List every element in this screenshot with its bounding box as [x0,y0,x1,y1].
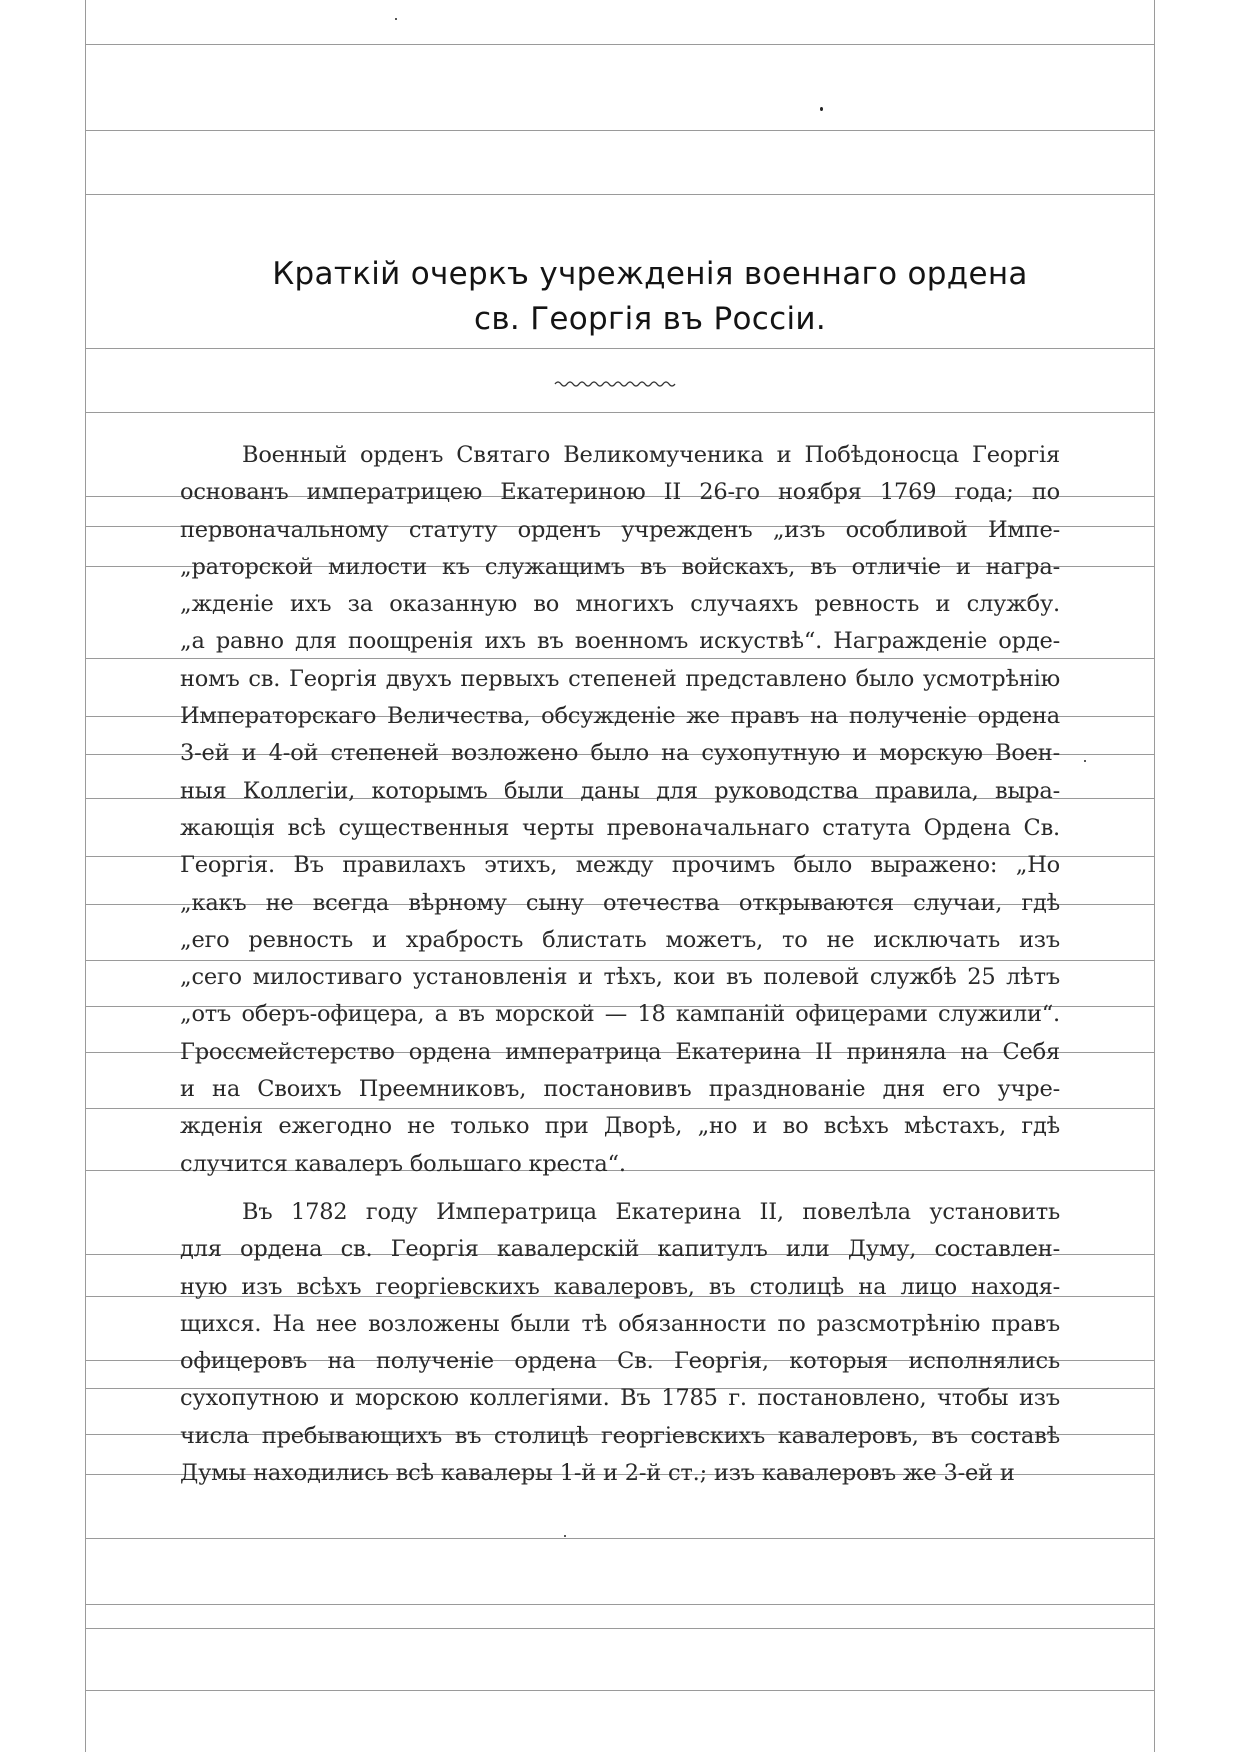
scan-speck [1084,760,1086,762]
ruled-line [85,130,1155,131]
ruled-line [85,1538,1155,1539]
text-line: и на Своихъ Преемниковъ, постановивъ празднованіе дня его учре- [180,1076,1060,1103]
scan-speck [395,18,397,20]
page-border-right [1154,0,1155,1752]
text-line: жающія всѣ существенныя черты превоначальнаго статута Ордена Св. [180,814,1060,841]
scan-speck [820,107,823,111]
text-line: жденія ежегодно не только при Дворѣ, „но и во всѣхъ мѣстахъ, гдѣ [180,1113,1060,1140]
text-line: щихся. На нее возложены были тѣ обязанности по разсмотрѣнію правъ [180,1310,1060,1337]
text-line: Георгія. Въ правилахъ этихъ, между прочимъ было выражено: „Но [180,852,1060,879]
text-line: Гроссмейстерство ордена императрица Екатерина II приняла на Себя [180,1038,1060,1065]
ruled-line [85,1628,1155,1629]
title-line: св. Георгія въ Россіи. [473,301,827,337]
text-line: ную изъ всѣхъ георгіевскихъ кавалеровъ, въ столицѣ на лицо находя- [180,1273,1060,1300]
text-line: основанъ императрицею Екатериною II 26-го ноября 1769 года; по [180,479,1060,506]
text-line: офицеровъ на полученіе ордена Св. Георгія, которыя исполнялись [180,1348,1060,1375]
paragraph-1 [180,437,1060,1183]
text-line: „отъ оберъ-офицера, а въ морской — 18 кампаній офицерами служили“. [180,1001,1060,1028]
title-line: Краткій очеркъ учрежденія военнаго ордена [272,256,1028,292]
text-line: „его ревность и храбрость блистать можетъ, то не исключать изъ [180,926,1060,953]
ruled-line [85,194,1155,195]
document-body [180,437,1060,1492]
page-border-left [85,0,86,1752]
ruled-line [85,412,1155,413]
text-line: Въ 1782 году Императрица Екатерина II, повелѣла установить [242,1198,1060,1225]
document-title [150,252,1150,342]
text-line: „сего милостиваго установленія и тѣхъ, кои въ полевой службѣ 25 лѣтъ [180,964,1060,991]
text-line: Военный орденъ Святаго Великомученика и Побѣдоносца Георгія [242,442,1060,468]
ruled-line [85,1690,1155,1691]
ruled-line [85,44,1155,45]
text-line: для ордена св. Георгія кавалерскій капитулъ или Думу, составлен- [180,1236,1060,1263]
text-line: Императорскаго Величества, обсужденіе же правъ на полученіе ордена [180,703,1060,730]
text-line: первоначальному статуту орденъ учрежденъ „изъ особливой Импе- [180,516,1060,543]
text-line: Думы находились всѣ кавалеры 1-й и 2-й ст.; изъ кавалеровъ же 3-ей и [180,1460,1015,1487]
text-line: „а равно для поощренія ихъ въ военномъ искуствѣ“. Награжденіе орде- [180,628,1060,655]
text-line: номъ св. Георгія двухъ первыхъ степеней представлено было усмотрѣнію [180,665,1060,692]
paragraph-2 [180,1194,1060,1492]
text-line: „раторской милости къ служащимъ въ войскахъ, въ отличіе и награ- [180,553,1060,580]
wavy-ornament-icon [553,378,679,388]
text-line: 3-ей и 4-ой степеней возложено было на сухопутную и морскую Воен- [180,740,1060,767]
ruled-line [85,1604,1155,1605]
text-line: случится кавалеръ большаго креста“. [180,1150,626,1177]
text-line: числа пребывающихъ въ столицѣ георгіевскихъ кавалеровъ, въ составѣ [180,1422,1060,1449]
text-line: сухопутною и морскою коллегіями. Въ 1785 г. постановлено, чтобы изъ [180,1385,1060,1412]
text-line: ныя Коллегіи, которымъ были даны для руководства правила, выра- [180,777,1060,804]
text-line: „жденіе ихъ за оказанную во многихъ случаяхъ ревность и службу. [180,591,1060,618]
ruled-line [85,348,1155,349]
scan-speck [564,1535,566,1537]
text-line: „какъ не всегда вѣрному сыну отечества открываются случаи, гдѣ [180,889,1060,916]
